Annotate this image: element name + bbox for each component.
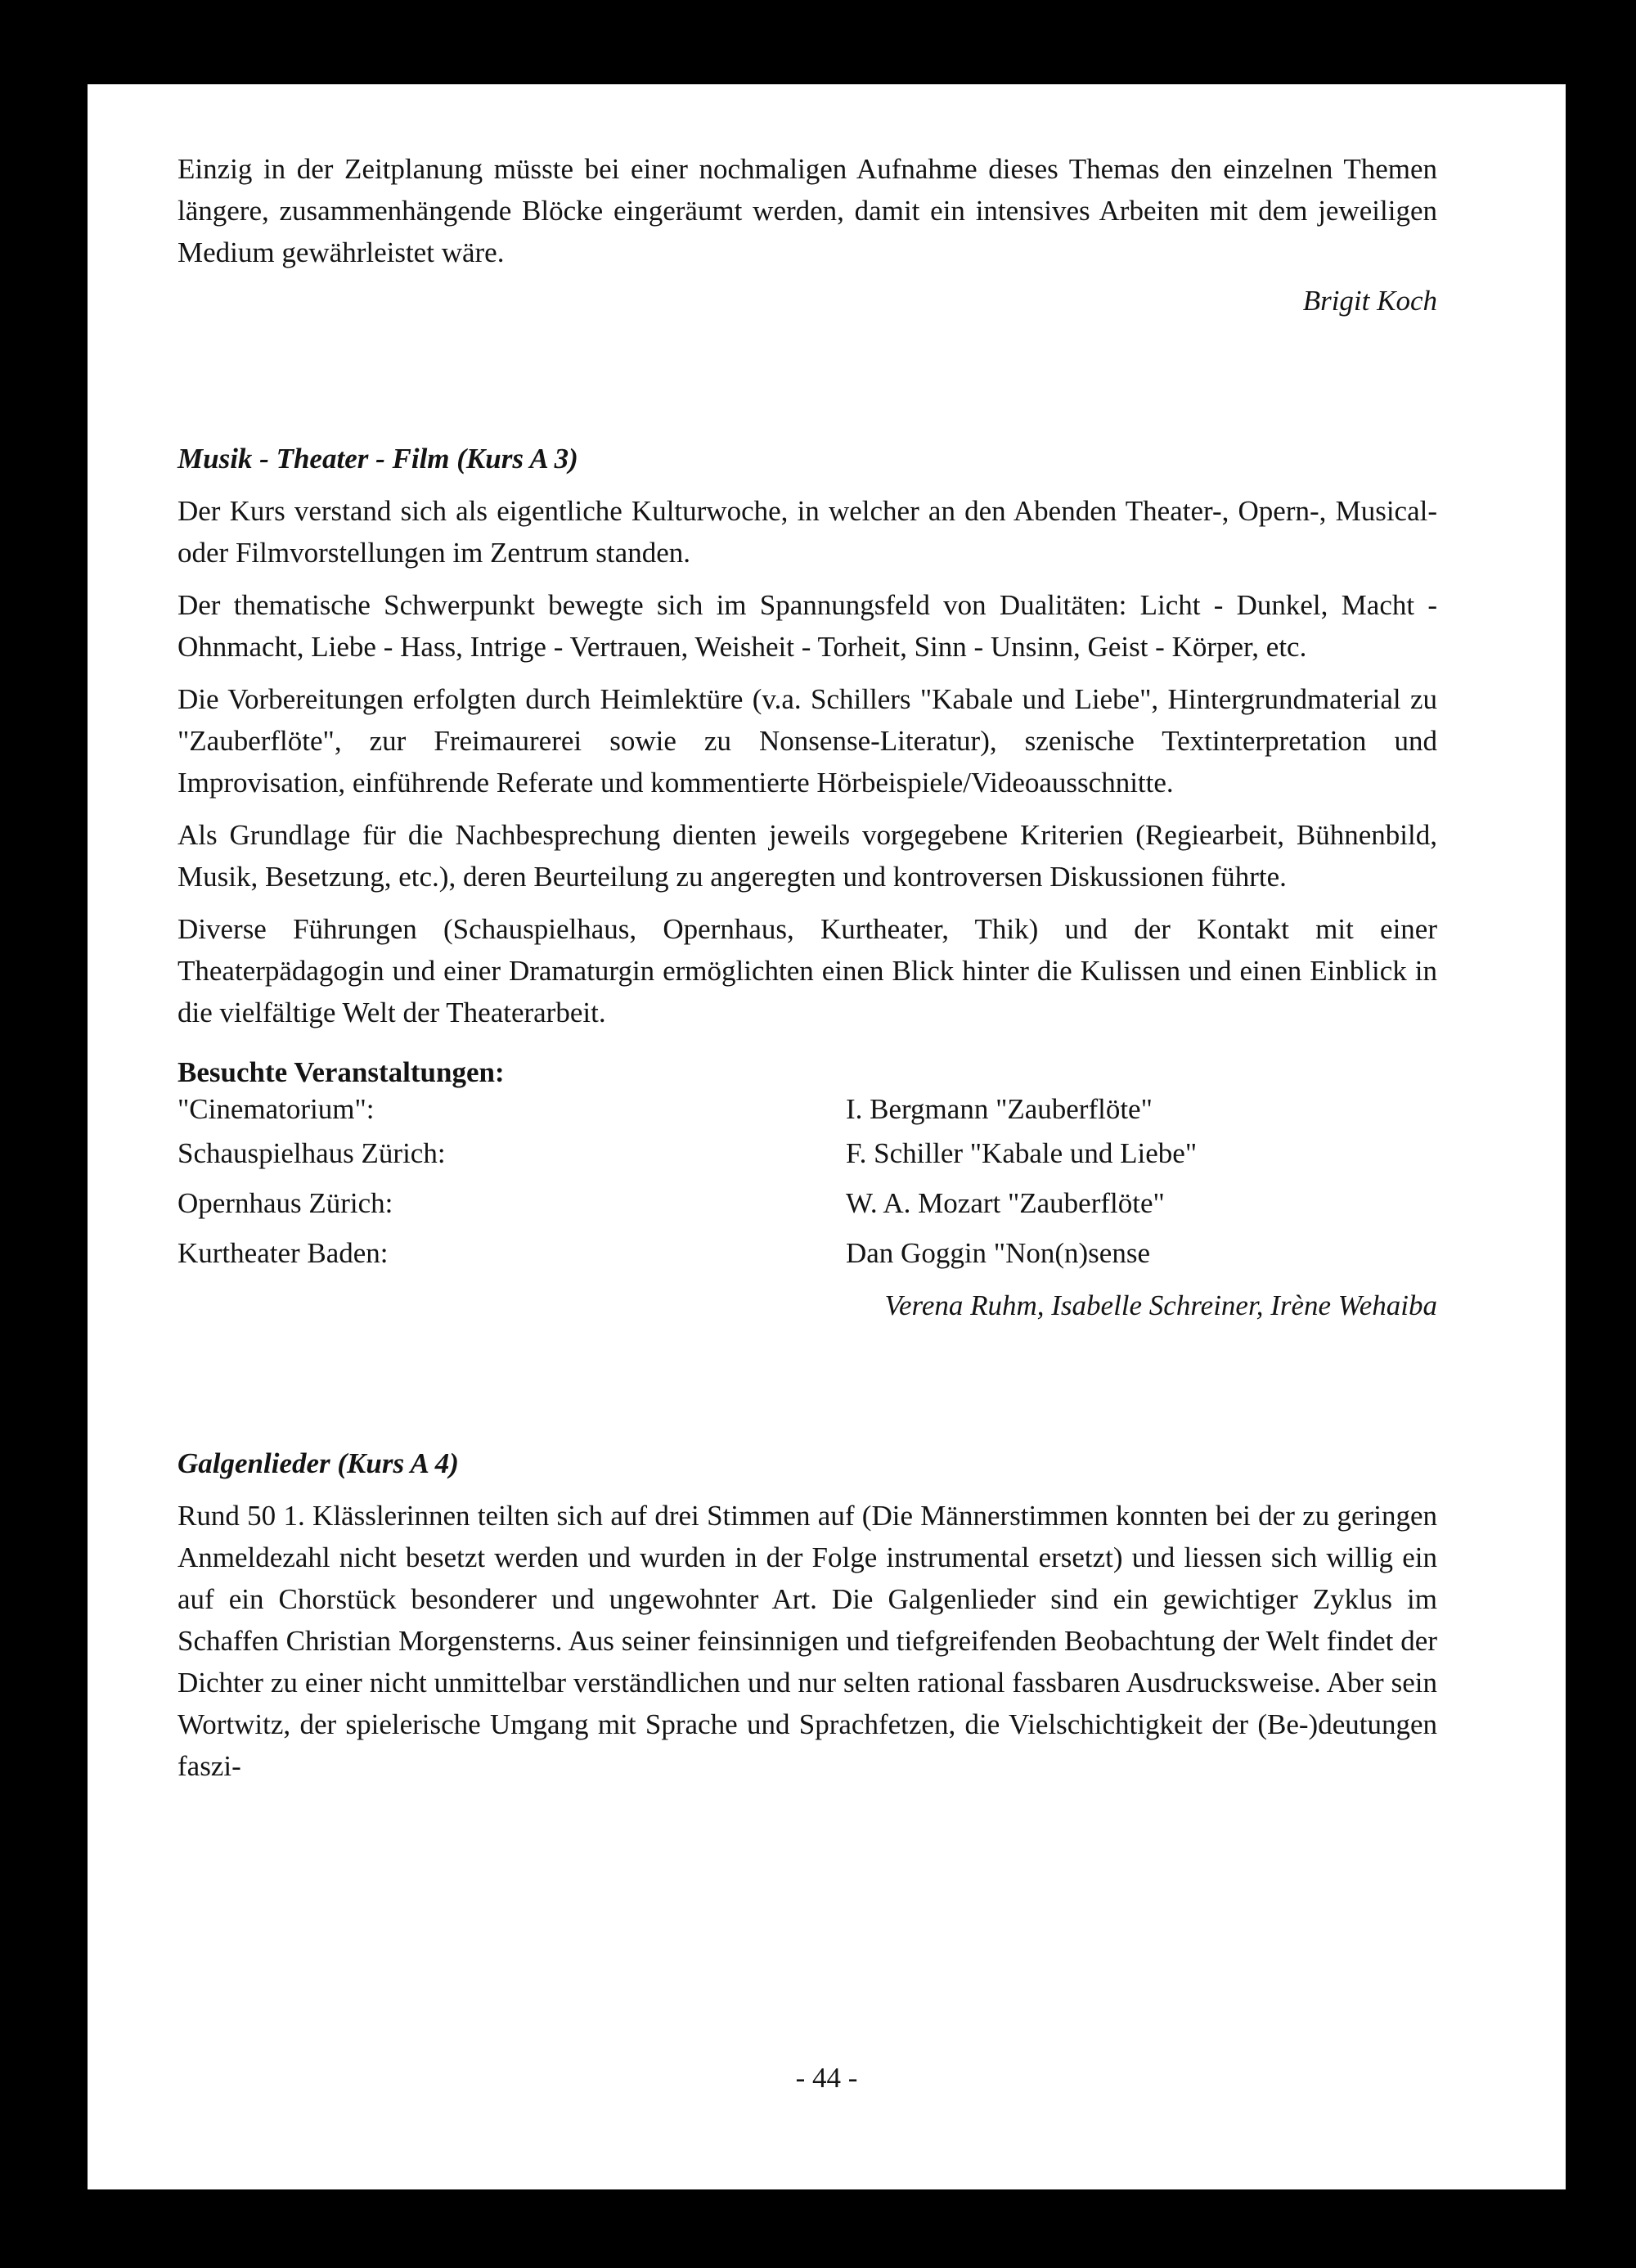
page-number: - 44 - <box>795 2062 858 2094</box>
event-work: I. Bergmann "Zauberflöte" <box>846 1093 1153 1125</box>
section-a3-paragraph-4: Als Grundlage für die Nachbesprechung dienten jeweils vorgegebene Kriterien (Regiearbeit, Bühnenbild, Musik, Besetzung, etc.), deren Beurteilung zu angeregten und kontroversen Diskussionen führte. <box>178 819 1437 893</box>
event-venue: Kurtheater Baden: <box>178 1237 389 1269</box>
section-a3-paragraph-1: Der Kurs verstand sich als eigentliche Kulturwoche, in welcher an den Abenden Theater-, Opern-, Musical- oder Filmvorstellungen im Zentrum standen. <box>178 495 1437 569</box>
document-page <box>88 84 1566 2189</box>
section-a3-paragraph-3: Die Vorbereitungen erfolgten durch Heimlektüre (v.a. Schillers "Kabale und Liebe", Hintergrundmaterial zu "Zauberflöte", zur Freimaurerei sowie zu Nonsense-Literatur), szenische Textinterpretation und Improvisation, einführende Referate und kommentierte Hörbeispiele/Videoausschnitte. <box>178 683 1437 799</box>
intro-paragraph: Einzig in der Zeitplanung müsste bei einer nochmaligen Aufnahme dieses Themas den einzelnen Themen längere, zusammenhängende Blöcke eingeräumt werden, damit ein intensives Arbeiten mit dem jeweiligen Medium gewährleistet wäre. <box>178 153 1437 268</box>
intro-signature: Brigit Koch <box>1302 285 1437 317</box>
section-a4-heading: Galgenlieder (Kurs A 4) <box>178 1447 459 1479</box>
events-title: Besuchte Veranstaltungen: <box>178 1056 505 1088</box>
event-venue: "Cinematorium": <box>178 1093 375 1125</box>
event-venue: Schauspielhaus Zürich: <box>178 1137 446 1169</box>
section-a3-signature: Verena Ruhm, Isabelle Schreiner, Irène Wehaiba <box>884 1289 1437 1321</box>
event-work: F. Schiller "Kabale und Liebe" <box>846 1137 1198 1169</box>
section-a3-paragraph-2: Der thematische Schwerpunkt bewegte sich im Spannungsfeld von Dualitäten: Licht - Dunkel, Macht - Ohnmacht, Liebe - Hass, Intrige - Vertrauen, Weisheit - Torheit, Sinn - Unsinn, Geist - Körper, etc. <box>178 589 1437 663</box>
section-a4-paragraph: Rund 50 1. Klässlerinnen teilten sich auf drei Stimmen auf (Die Männerstimmen konnten bei der zu geringen Anmeldezahl nicht besetzt werden und wurden in der Folge instrumental ersetzt) und liessen sich willig ein auf ein Chorstück besonderer und ungewohnter Art. Die Galgenlieder sind ein gewichtiger Zyklus im Schaffen Christian Morgensterns. Aus seiner feinsinnigen und tiefgreifenden Beobachtung der Welt findet der Dichter zu einer nicht unmittelbar verständlichen und nur selten rational fassbaren Ausdrucksweise. Aber sein Wortwitz, der spielerische Umgang mit Sprache und Sprachfetzen, die Vielschichtigkeit der (Be-)deutungen faszi- <box>178 1500 1437 1782</box>
page-content <box>178 148 1437 1787</box>
section-a3-paragraph-5: Diverse Führungen (Schauspielhaus, Opernhaus, Kurtheater, Thik) und der Kontakt mit einer Theaterpädagogin und einer Dramaturgin ermöglichten einen Blick hinter die Kulissen und einen Einblick in die vielfältige Welt der Theaterarbeit. <box>178 913 1437 1028</box>
section-a3-heading: Musik - Theater - Film (Kurs A 3) <box>178 443 578 475</box>
event-work: W. A. Mozart "Zauberflöte" <box>846 1187 1165 1219</box>
events-list <box>178 1091 1437 1278</box>
event-venue: Opernhaus Zürich: <box>178 1187 393 1219</box>
event-work: Dan Goggin "Non(n)sense <box>846 1237 1150 1269</box>
